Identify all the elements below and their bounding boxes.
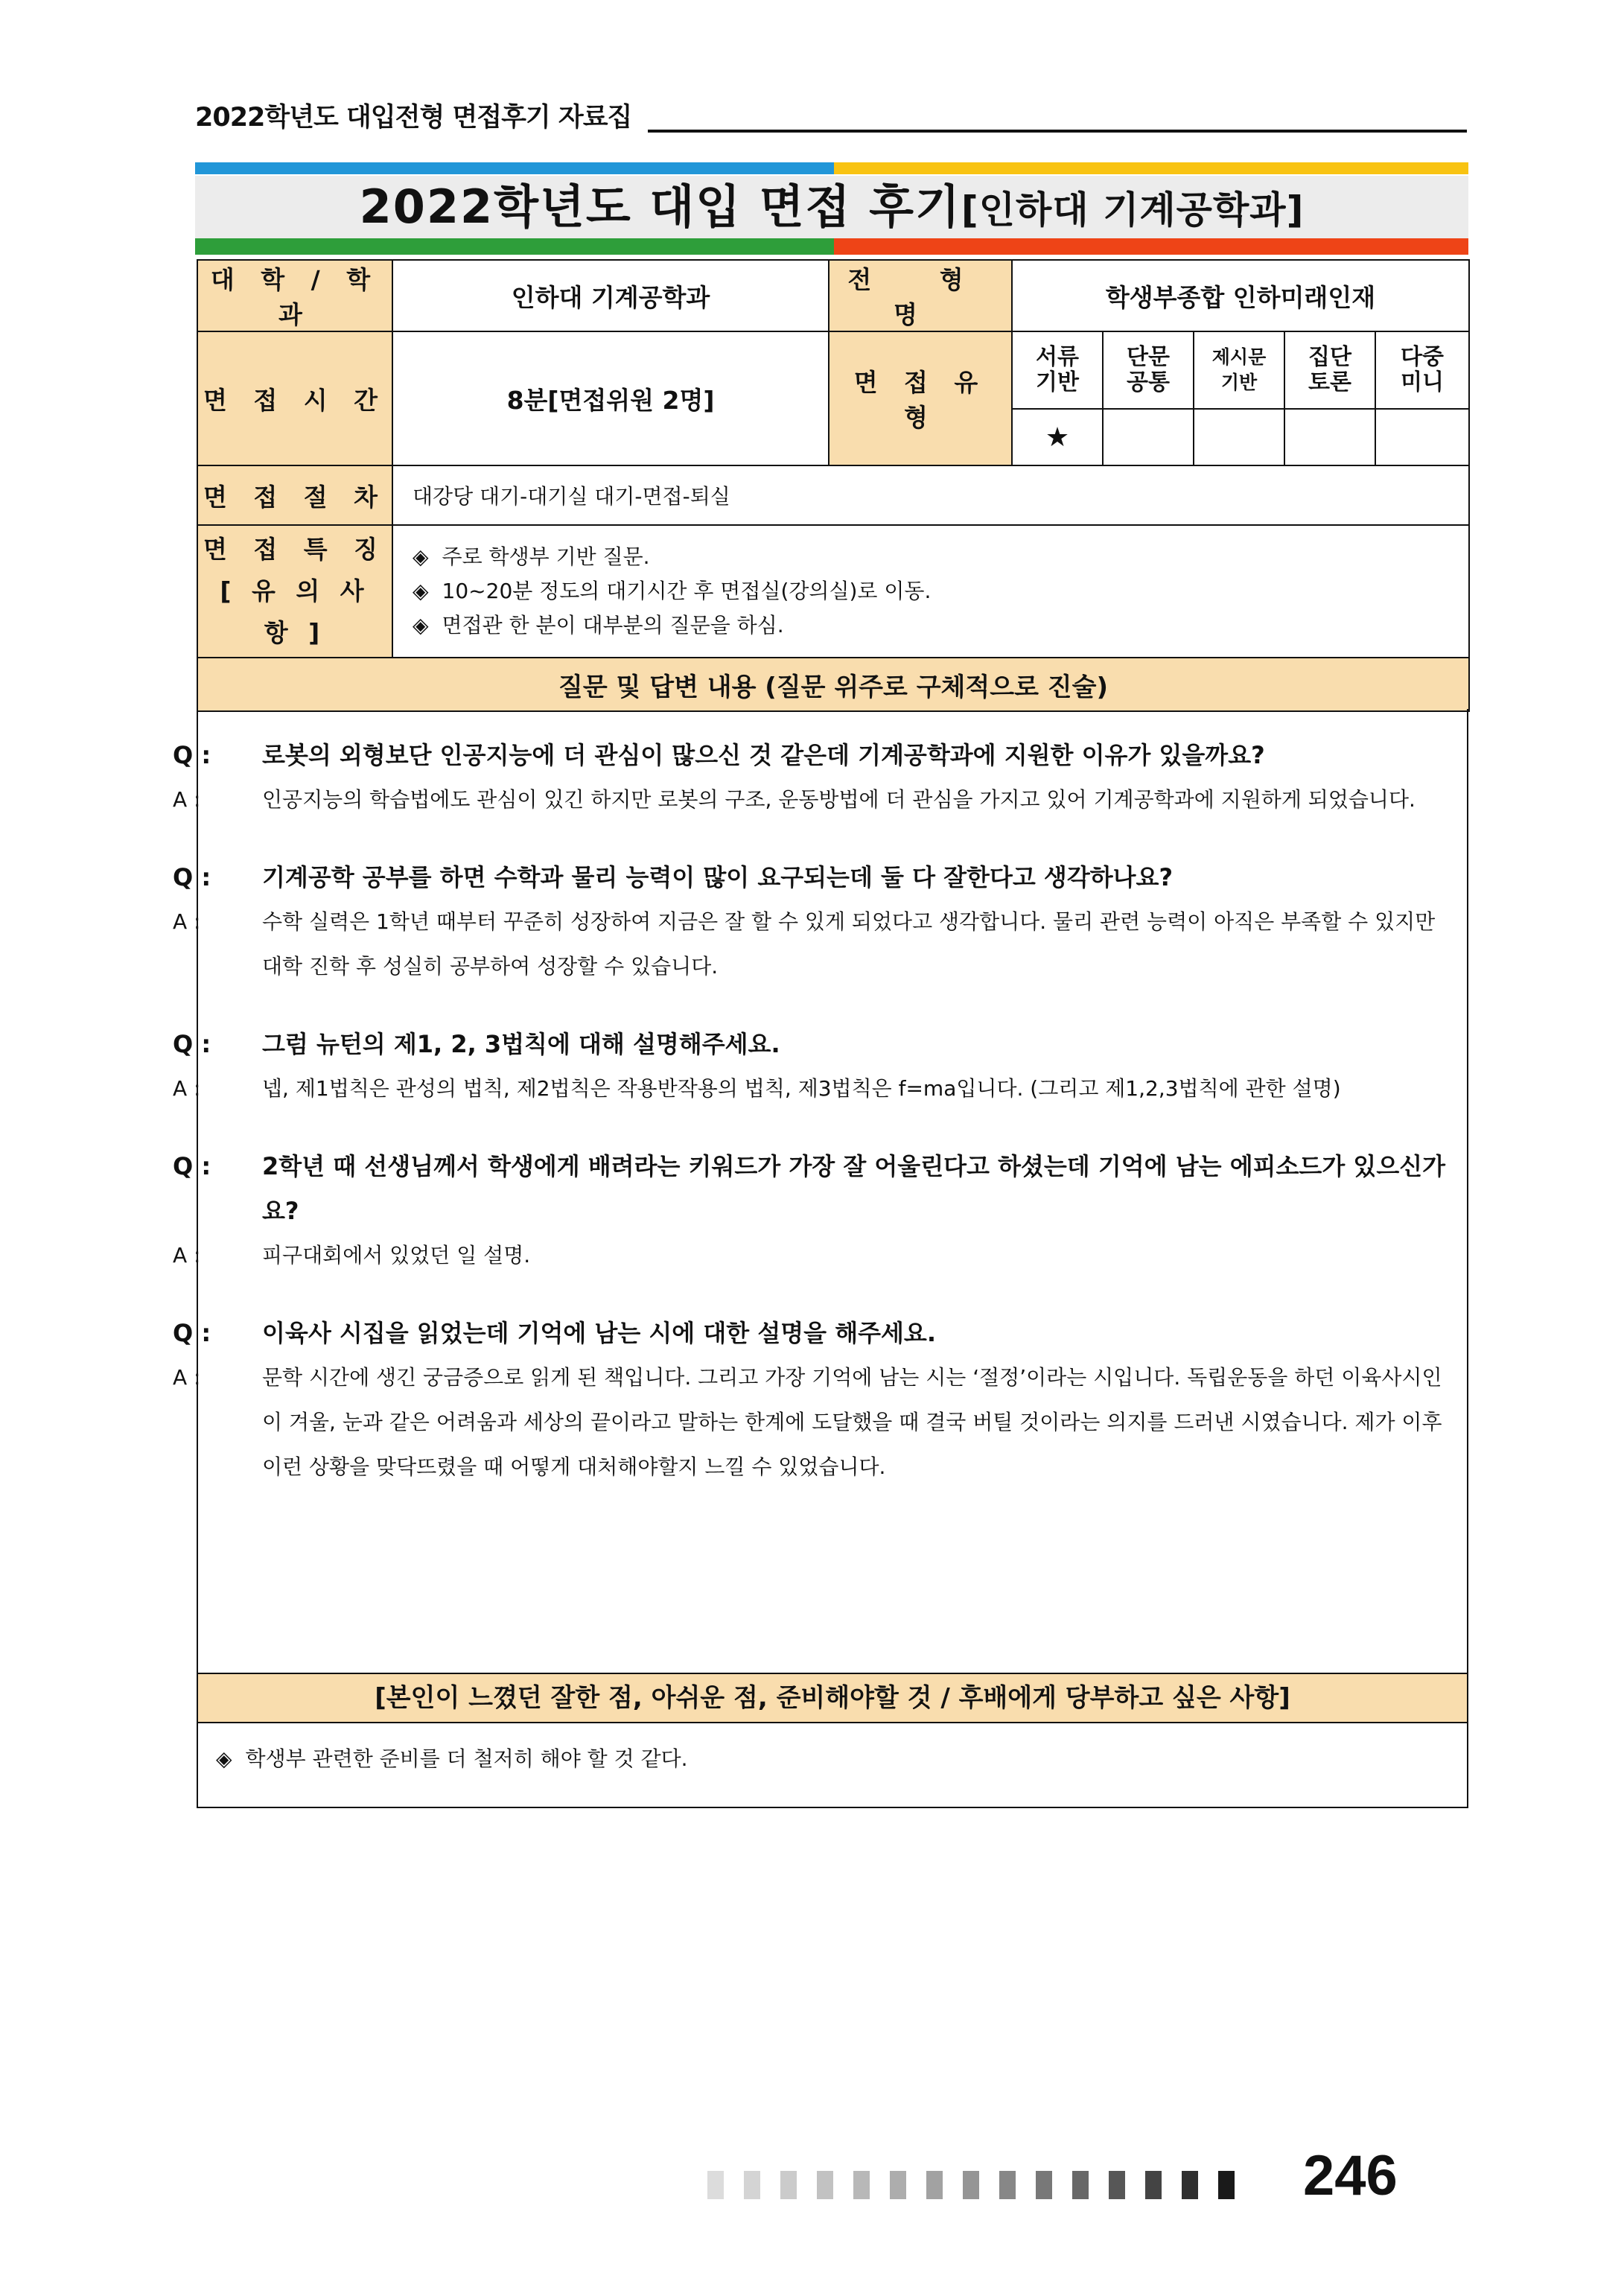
page-bar-segment (1036, 2171, 1052, 2199)
answer-text: 피구대회에서 있었던 일 설명. (262, 1243, 531, 1268)
bullet-icon: ◈ (413, 613, 429, 637)
features-label: 면 접 특 징 [ 유 의 사 항 ] (197, 525, 392, 658)
page-bar-segment (1218, 2171, 1235, 2199)
page-bar-segment (707, 2171, 724, 2199)
feature-item: ◈ 10~20분 정도의 대기시간 후 면접실(강의실)로 이동. (413, 579, 932, 603)
type-mark-multi-mini (1375, 409, 1469, 465)
page-gradient-bar (707, 2171, 1255, 2201)
track-label: 전 형 명 (829, 260, 1012, 331)
answer-marker: A : (173, 1076, 201, 1101)
title-bar-top-yellow (834, 162, 1468, 174)
page-bar-segment (1182, 2171, 1198, 2199)
page-bar-segment (744, 2171, 760, 2199)
type-mark-group-discussion (1284, 409, 1375, 465)
question-text: 이육사 시집을 읽었는데 기억에 남는 시에 대한 설명을 해주세요. (262, 1319, 936, 1347)
question (173, 1022, 1448, 1066)
answer (173, 1066, 1448, 1111)
page-bar-segment (1072, 2171, 1089, 2199)
type-header-short-common: 단문 공통 (1103, 331, 1194, 409)
lessons-text: 학생부 관련한 준비를 더 철저히 해야 할 것 같다. (245, 1746, 688, 1771)
lessons-title: [본인이 느꼈던 잘한 점, 아쉬운 점, 준비해야할 것 / 후배에게 당부하고 싶은 사항] (197, 1673, 1468, 1723)
type-header-group-discussion: 집단 토론 (1284, 331, 1375, 409)
feature-item: ◈ 주로 학생부 기반 질문. (413, 544, 650, 569)
univ-value: 인하대 기계공학과 (392, 260, 829, 331)
type-mark-passage (1194, 409, 1284, 465)
question-marker: Q : (173, 1152, 211, 1180)
title-bar-top-blue (195, 162, 834, 174)
type-mark-short-common (1103, 409, 1194, 465)
answer-marker: A : (173, 1243, 201, 1268)
bullet-icon: ◈ (413, 544, 429, 569)
header-rule (648, 130, 1467, 133)
question (173, 855, 1448, 900)
answer-text: 넵, 제1법칙은 관성의 법칙, 제2법칙은 작용반작용의 법칙, 제3법칙은 f=ma입니다. (그리고 제1,2,3법칙에 관한 설명) (262, 1076, 1341, 1101)
question-marker: Q : (173, 863, 211, 891)
qa-content (173, 709, 1468, 1673)
question-marker: Q : (173, 1030, 211, 1058)
bullet-icon: ◈ (413, 579, 429, 603)
title-bar-bottom-green (195, 238, 834, 255)
answer (173, 777, 1448, 822)
page-bar-segment (963, 2171, 979, 2199)
page-bar-segment (853, 2171, 870, 2199)
page-bar-segment (926, 2171, 943, 2199)
question-text: 그럼 뉴턴의 제1, 2, 3법칙에 대해 설명해주세요. (262, 1030, 780, 1058)
interview-info-table (197, 259, 1470, 712)
answer-text: 수학 실력은 1학년 때부터 꾸준히 성장하여 지금은 잘 할 수 있게 되었다고 생각합니다. 물리 관련 능력이 아직은 부족할 수 있지만 대학 진학 후 성실히 공부하여 성장할 수 있습니다. (262, 909, 1436, 979)
page-number: 246 (1303, 2144, 1398, 2207)
type-label: 면 접 유 형 (829, 331, 1012, 465)
lessons-content (197, 1722, 1468, 1808)
answer-marker: A : (173, 787, 201, 812)
page-bar-segment (890, 2171, 906, 2199)
answer (173, 1355, 1448, 1489)
feature-item: ◈ 면접관 한 분이 대부분의 질문을 하심. (413, 613, 784, 637)
answer-text: 인공지능의 학습법에도 관심이 있긴 하지만 로봇의 구조, 운동방법에 더 관심을 가지고 있어 기계공학과에 지원하게 되었습니다. (262, 787, 1416, 812)
procedure-label: 면 접 절 차 (197, 465, 392, 525)
type-mark-document: ★ (1012, 409, 1103, 465)
type-header-multi-mini: 다중 미니 (1375, 331, 1469, 409)
univ-label: 대 학 / 학 과 (197, 260, 392, 331)
question (173, 1144, 1448, 1233)
answer-marker: A : (173, 909, 201, 934)
page-bar-segment (999, 2171, 1016, 2199)
qa-section-title: 질문 및 답변 내용 (질문 위주로 구체적으로 진술) (197, 658, 1469, 711)
question-text: 기계공학 공부를 하면 수학과 물리 능력이 많이 요구되는데 둘 다 잘한다고 생각하나요? (262, 863, 1174, 891)
answer (173, 1233, 1448, 1278)
page-bar-segment (1145, 2171, 1162, 2199)
answer-marker: A : (173, 1365, 201, 1390)
page-bar-segment (817, 2171, 833, 2199)
running-header: 2022학년도 대입전형 면접후기 자료집 (195, 103, 632, 133)
question-text: 2학년 때 선생님께서 학생에게 배려라는 키워드가 가장 잘 어울린다고 하셨는데 기억에 남는 에피소드가 있으신가요? (262, 1152, 1446, 1225)
page-bar-segment (780, 2171, 797, 2199)
page-title-sub: [인하대 기계공학과] (961, 188, 1305, 232)
answer-text: 문학 시간에 생긴 궁금증으로 읽게 된 책입니다. 그리고 가장 기억에 남는 시는 ‘절정’이라는 시입니다. 독립운동을 하던 이육사시인이 겨울, 눈과 같은 어려움과 세상의 끝이라고 말하는 한계에 도달했을 때 결국 버틸 것이라는 의지를 드러낸 시였습니다. 제가 이후 이런 상황을 맞닥뜨렸을 때 어떻게 대처해야할지 느낄 수 있었습니다. (262, 1365, 1442, 1479)
features-list (392, 525, 1469, 658)
page-title (195, 176, 1468, 238)
type-header-document: 서류 기반 (1012, 331, 1103, 409)
question-marker: Q : (173, 1319, 211, 1347)
title-bar-bottom-red (834, 238, 1468, 255)
time-label: 면 접 시 간 (197, 331, 392, 465)
time-value: 8분[면접위원 2명] (392, 331, 829, 465)
page-bar-segment (1109, 2171, 1125, 2199)
question (173, 1311, 1448, 1355)
type-header-passage: 제시문 기반 (1194, 331, 1284, 409)
question (173, 733, 1448, 777)
question-text: 로봇의 외형보단 인공지능에 더 관심이 많으신 것 같은데 기계공학과에 지원한 이유가 있을까요? (262, 741, 1265, 769)
track-value: 학생부종합 인하미래인재 (1012, 260, 1469, 331)
bullet-icon: ◈ (216, 1746, 232, 1771)
procedure-value: 대강당 대기-대기실 대기-면접-퇴실 (392, 465, 1469, 525)
answer (173, 900, 1448, 989)
page-title-main: 2022학년도 대입 면접 후기 (359, 179, 961, 234)
question-marker: Q : (173, 741, 211, 769)
